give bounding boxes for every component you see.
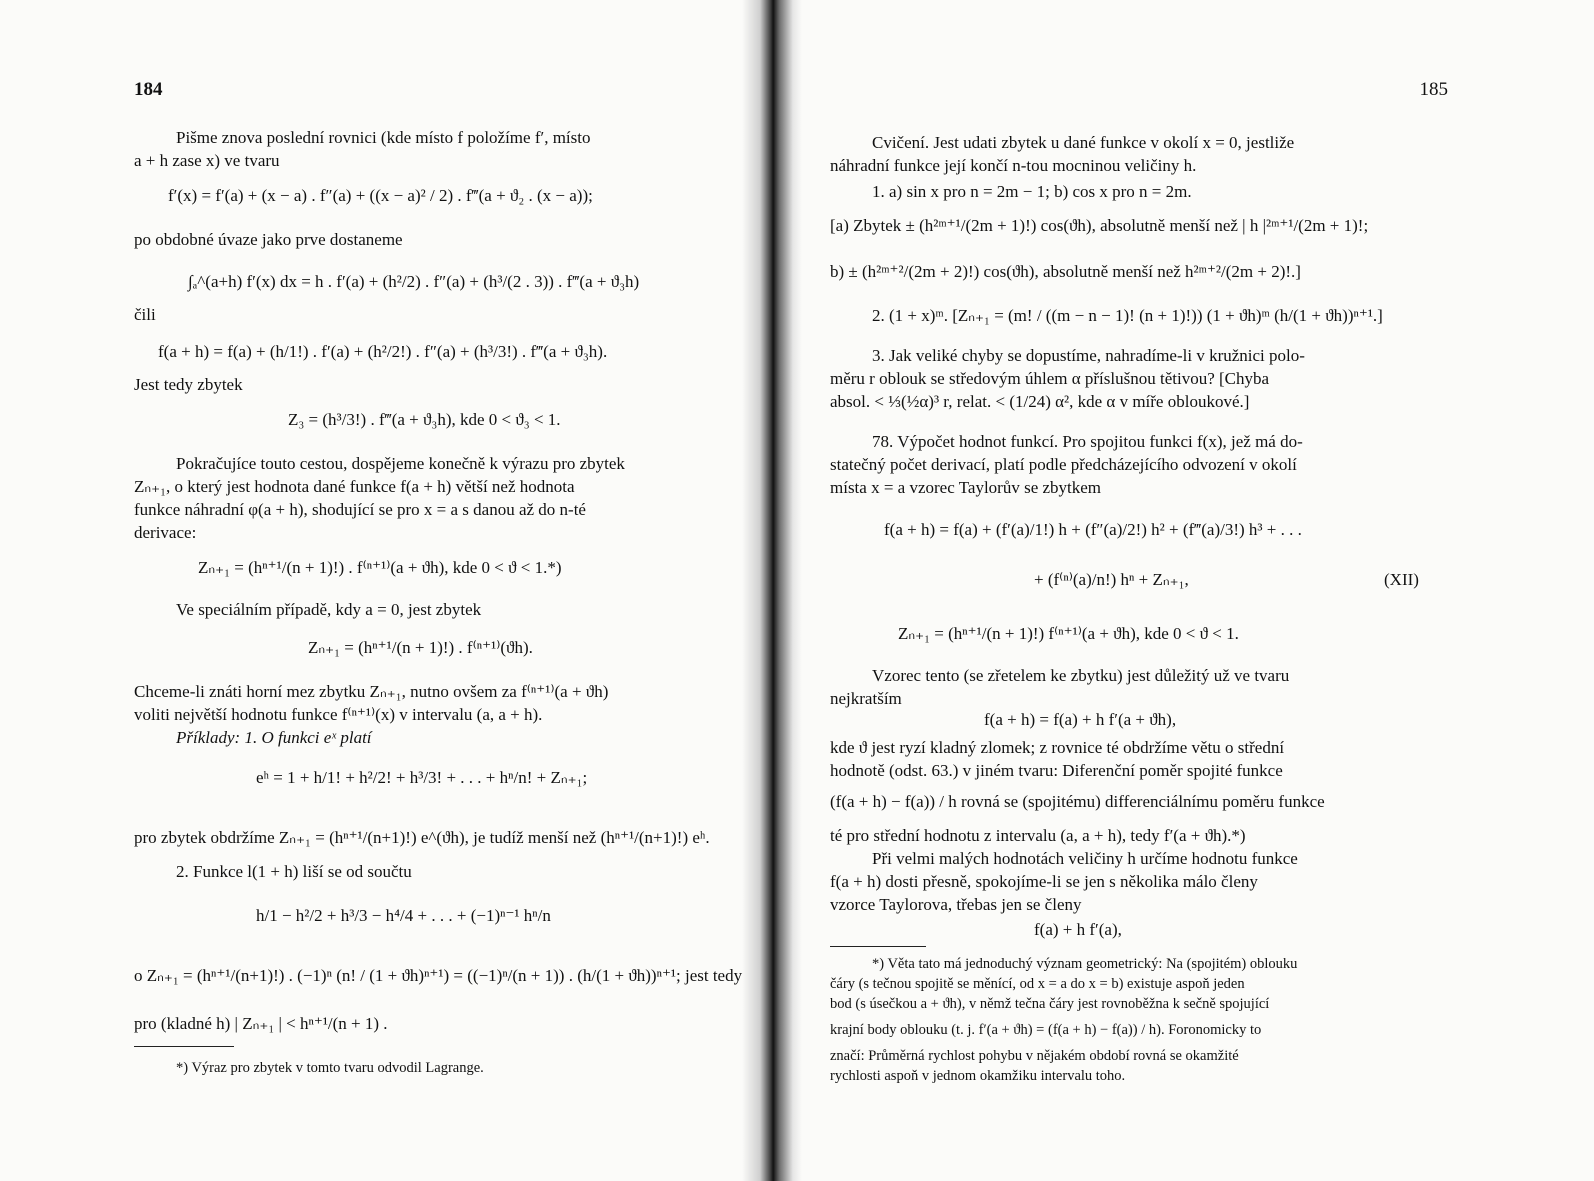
text-line: nejkratším xyxy=(830,689,902,708)
equation: f(a) + h f′(a), xyxy=(1034,920,1122,939)
text-line: Ve speciálním případě, kdy a = 0, jest zbytek xyxy=(176,600,482,619)
text-line: po obdobné úvaze jako prve dostaneme xyxy=(134,230,403,249)
text-line: 1. a) sin x pro n = 2m − 1; b) cos x pro n = 2m. xyxy=(872,182,1192,201)
text-line: statečný počet derivací, platí podle předcházejícího odvození v okolí xyxy=(830,455,1297,474)
equation: eʰ = 1 + h/1! + h²/2! + h³/3! + . . . + hⁿ/n! + Zₙ₊₁; xyxy=(256,768,588,787)
text-line: absol. < ⅓(½α)³ r, relat. < (1/24) α², kde α v míře obloukové.] xyxy=(830,392,1250,411)
text-line: 2. Funkce l(1 + h) liší se od součtu xyxy=(176,862,412,881)
book-gutter xyxy=(742,0,802,1181)
text-line: Jest tedy zbytek xyxy=(134,375,243,394)
footnote: *) Výraz pro zbytek v tomto tvaru odvodil Lagrange. xyxy=(176,1060,484,1076)
equation: [a) Zbytek ± (h²ᵐ⁺¹/(2m + 1)!) cos(ϑh), absolutně menší než | h |²ᵐ⁺¹/(2m + 1)!; xyxy=(830,216,1369,235)
right-page xyxy=(830,0,1448,1181)
text-line: Při velmi malých hodnotách veličiny h určíme hodnotu funkce xyxy=(872,849,1298,868)
equation: ∫ₐ^(a+h) f′(x) dx = h . f′(a) + (h²/2) . f″(a) + (h³/(2 . 3)) . f‴(a + ϑ₃h) xyxy=(188,272,640,291)
equation: f(a + h) = f(a) + h f′(a + ϑh), xyxy=(984,710,1177,729)
text-line: Vzorec tento (se zřetelem ke zbytku) jest důležitý už ve tvaru xyxy=(872,666,1290,685)
text-line: vzorce Taylorova, třebas jen se členy xyxy=(830,895,1082,914)
footnote-line: bod (s úsečkou a + ϑh), v němž tečna čáry jest rovnoběžna k sečně spojující xyxy=(830,996,1270,1012)
text-line: funkce náhradní φ(a + h), shodující se pro x = a s danou až do n-té xyxy=(134,500,586,519)
text-line: (f(a + h) − f(a)) / h rovná se (spojitému) differenciálnímu poměru funkce xyxy=(830,792,1325,811)
footnote-line: *) Věta tato má jednoduchý význam geometrický: Na (spojitém) oblouku xyxy=(872,956,1298,972)
page-number-right: 185 xyxy=(1419,79,1448,100)
section-heading: 78. Výpočet hodnot funkcí. Pro spojitou funkci f(x), jež má do- xyxy=(872,432,1303,451)
footnote-rule xyxy=(134,1046,234,1047)
equation: f(a + h) = f(a) + (f′(a)/1!) h + (f″(a)/2!) h² + (f‴(a)/3!) h³ + . . . xyxy=(884,520,1302,539)
text-line: Zₙ₊₁, o který jest hodnota dané funkce f(a + h) větší než hodnota xyxy=(134,477,575,496)
text-line: voliti největší hodnotu funkce f⁽ⁿ⁺¹⁾(x) v intervalu (a, a + h). xyxy=(134,705,543,724)
text-line: Pokračujíce touto cestou, dospějeme konečně k výrazu pro zbytek xyxy=(176,454,625,473)
equation: b) ± (h²ᵐ⁺²/(2m + 2)!) cos(ϑh), absolutně menší než h²ᵐ⁺²/(2m + 2)!.] xyxy=(830,262,1301,281)
equation: Zₙ₊₁ = (hⁿ⁺¹/(n + 1)!) . f⁽ⁿ⁺¹⁾(a + ϑh), kde 0 < ϑ < 1.*) xyxy=(198,558,562,577)
text-line: f(a + h) dosti přesně, spokojíme-li se jen s několika málo členy xyxy=(830,872,1258,891)
text-line: čili xyxy=(134,305,156,324)
page-number-left: 184 xyxy=(134,79,163,100)
text-line: Příklady: 1. O funkci eˣ platí xyxy=(176,728,372,747)
footnote-line: rychlosti aspoň v jednom okamžiku intervalu toho. xyxy=(830,1068,1126,1084)
text-line: derivace: xyxy=(134,523,197,542)
text-line: místa x = a vzorec Taylorův se zbytkem xyxy=(830,478,1102,497)
text-line: té pro střední hodnotu z intervalu (a, a + h), tedy f′(a + ϑh).*) xyxy=(830,826,1246,845)
text-line: a + h zase x) ve tvaru xyxy=(134,151,280,170)
text-line: pro zbytek obdržíme Zₙ₊₁ = (hⁿ⁺¹/(n+1)!) e^(ϑh), je tudíž menší než (hⁿ⁺¹/(n+1)!) eʰ. xyxy=(134,828,710,847)
exercise-heading: Cvičení. Jest udati zbytek u dané funkce v okolí x = 0, jestliže xyxy=(872,133,1295,152)
footnote-line: čáry (s tečnou spojitě se měnící, od x = a do x = b) existuje aspoň jeden xyxy=(830,976,1245,992)
equation: Z₃ = (h³/3!) . f‴(a + ϑ₃h), kde 0 < ϑ₃ < 1. xyxy=(288,410,561,429)
text-line: náhradní funkce její končí n-tou mocninou veličiny h. xyxy=(830,156,1197,175)
equation: h/1 − h²/2 + h³/3 − h⁴/4 + . . . + (−1)ⁿ⁻¹ hⁿ/n xyxy=(256,906,551,925)
text-line: Chceme-li znáti horní mez zbytku Zₙ₊₁, nutno ovšem za f⁽ⁿ⁺¹⁾(a + ϑh) xyxy=(134,682,609,701)
text-line: měru r oblouk se středovým úhlem α příslušnou tětivou? [Chyba xyxy=(830,369,1270,388)
footnote-line: značí: Průměrná rychlost pohybu v nějakém období rovná se okamžité xyxy=(830,1048,1239,1064)
text-line: pro (kladné h) | Zₙ₊₁ | < hⁿ⁺¹/(n + 1) . xyxy=(134,1014,388,1033)
footnote-line: krajní body oblouku (t. j. f′(a + ϑh) = (f(a + h) − f(a)) / h). Foronomicky to xyxy=(830,1022,1262,1038)
footnote-rule xyxy=(830,946,926,947)
text-line: 3. Jak veliké chyby se dopustíme, nahradíme-li v kružnici polo- xyxy=(872,346,1305,365)
equation: + (f⁽ⁿ⁾(a)/n!) hⁿ + Zₙ₊₁, xyxy=(1034,570,1189,589)
text-line: hodnotě (odst. 63.) v jiném tvaru: Diferenční poměr spojité funkce xyxy=(830,761,1283,780)
equation: Zₙ₊₁ = (hⁿ⁺¹/(n + 1)!) f⁽ⁿ⁺¹⁾(a + ϑh), kde 0 < ϑ < 1. xyxy=(898,624,1239,643)
left-page xyxy=(128,0,743,1181)
equation: 2. (1 + x)ᵐ. [Zₙ₊₁ = (m! / ((m − n − 1)! (n + 1)!)) (1 + ϑh)ᵐ (h/(1 + ϑh))ⁿ⁺¹.] xyxy=(872,306,1383,325)
equation: f′(x) = f′(a) + (x − a) . f″(a) + ((x − a)² / 2) . f‴(a + ϑ₂ . (x − a)); xyxy=(168,186,593,205)
equation-label: (XII) xyxy=(1384,570,1419,589)
text-line: Pišme znova poslední rovnici (kde místo f položíme f′, místo xyxy=(176,128,591,147)
text-line: kde ϑ jest ryzí kladný zlomek; z rovnice té obdržíme větu o střední xyxy=(830,738,1285,757)
text-line: o Zₙ₊₁ = (hⁿ⁺¹/(n+1)!) . (−1)ⁿ (n! / (1 + ϑh)ⁿ⁺¹) = ((−1)ⁿ/(n + 1)) . (h/(1 + ϑh))ⁿ⁺¹; jest tedy xyxy=(134,966,743,985)
equation: Zₙ₊₁ = (hⁿ⁺¹/(n + 1)!) . f⁽ⁿ⁺¹⁾(ϑh). xyxy=(308,638,533,657)
equation: f(a + h) = f(a) + (h/1!) . f′(a) + (h²/2!) . f″(a) + (h³/3!) . f‴(a + ϑ₃h). xyxy=(158,342,608,361)
